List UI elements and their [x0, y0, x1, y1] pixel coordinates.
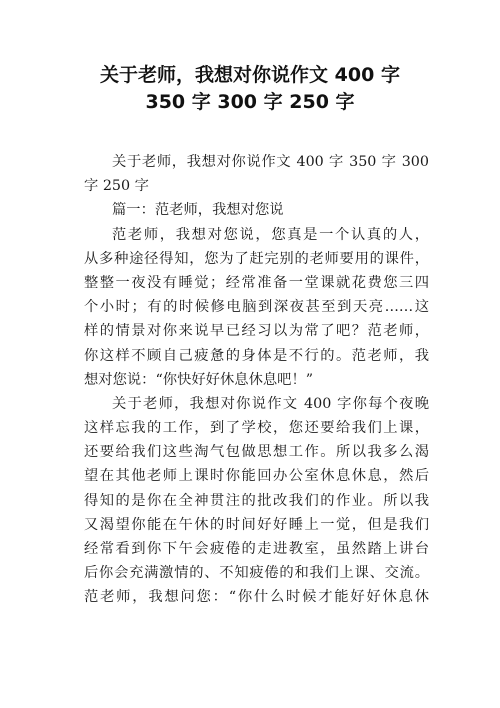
body-text-line: 得知的是你在全神贯注的批改我们的作业。所以我	[84, 492, 429, 509]
body-text-line: 经常看到你下午会疲倦的走进教室，虽然踏上讲台	[84, 541, 429, 557]
body-text-line: 范老师，我想对您说，您真是一个认真的人，	[112, 226, 429, 243]
body-text-line: 望在其他老师上课时你能回办公室休息休息，然后	[84, 468, 429, 485]
body-text-line: 关于老师，我想对你说作文 400 字 350 字 300	[112, 154, 429, 170]
document-title-line-1: 关于老师，我想对你说作文 400 字	[100, 64, 400, 86]
body-text-line: 想对您说：“你快好好休息休息吧！”	[84, 371, 314, 388]
body-text-line: 后你会充满激情的、不知疲倦的和我们上课、交流。	[84, 565, 429, 582]
body-text-line: 个小时；有的时候修电脑到深夜甚至到天亮……这	[84, 299, 429, 316]
body-text-line: 还要给我们这些淘气包做思想工作。所以我多么渴	[84, 444, 429, 461]
body-text-line: 整整一夜没有睡觉；经常准备一堂课就花费您三四	[84, 274, 429, 291]
body-text-line: 范老师，我想问您：“你什么时候才能好好休息休	[84, 589, 429, 606]
body-text-line: 样的情景对你来说早已经习以为常了吧？范老师，	[84, 323, 429, 340]
body-text-line: 你这样不顾自己疲惫的身体是不行的。范老师，我	[84, 347, 429, 364]
body-text-line: 字 250 字	[84, 178, 149, 195]
body-text-line: 篇一：范老师，我想对您说	[112, 202, 284, 219]
body-text-line: 关于老师，我想对你说作文 400 字你每个夜晚	[112, 395, 429, 412]
body-text-line: 从多种途径得知，您为了赶完别的老师要用的课件，	[84, 250, 429, 267]
document-title-line-2: 350 字 300 字 250 字	[145, 91, 355, 113]
document-body	[84, 150, 429, 610]
body-text-line: 这样忘我的工作，到了学校，您还要给我们上课，	[84, 420, 429, 437]
body-text-line: 又渴望你能在午休的时间好好睡上一觉，但是我们	[84, 516, 429, 533]
